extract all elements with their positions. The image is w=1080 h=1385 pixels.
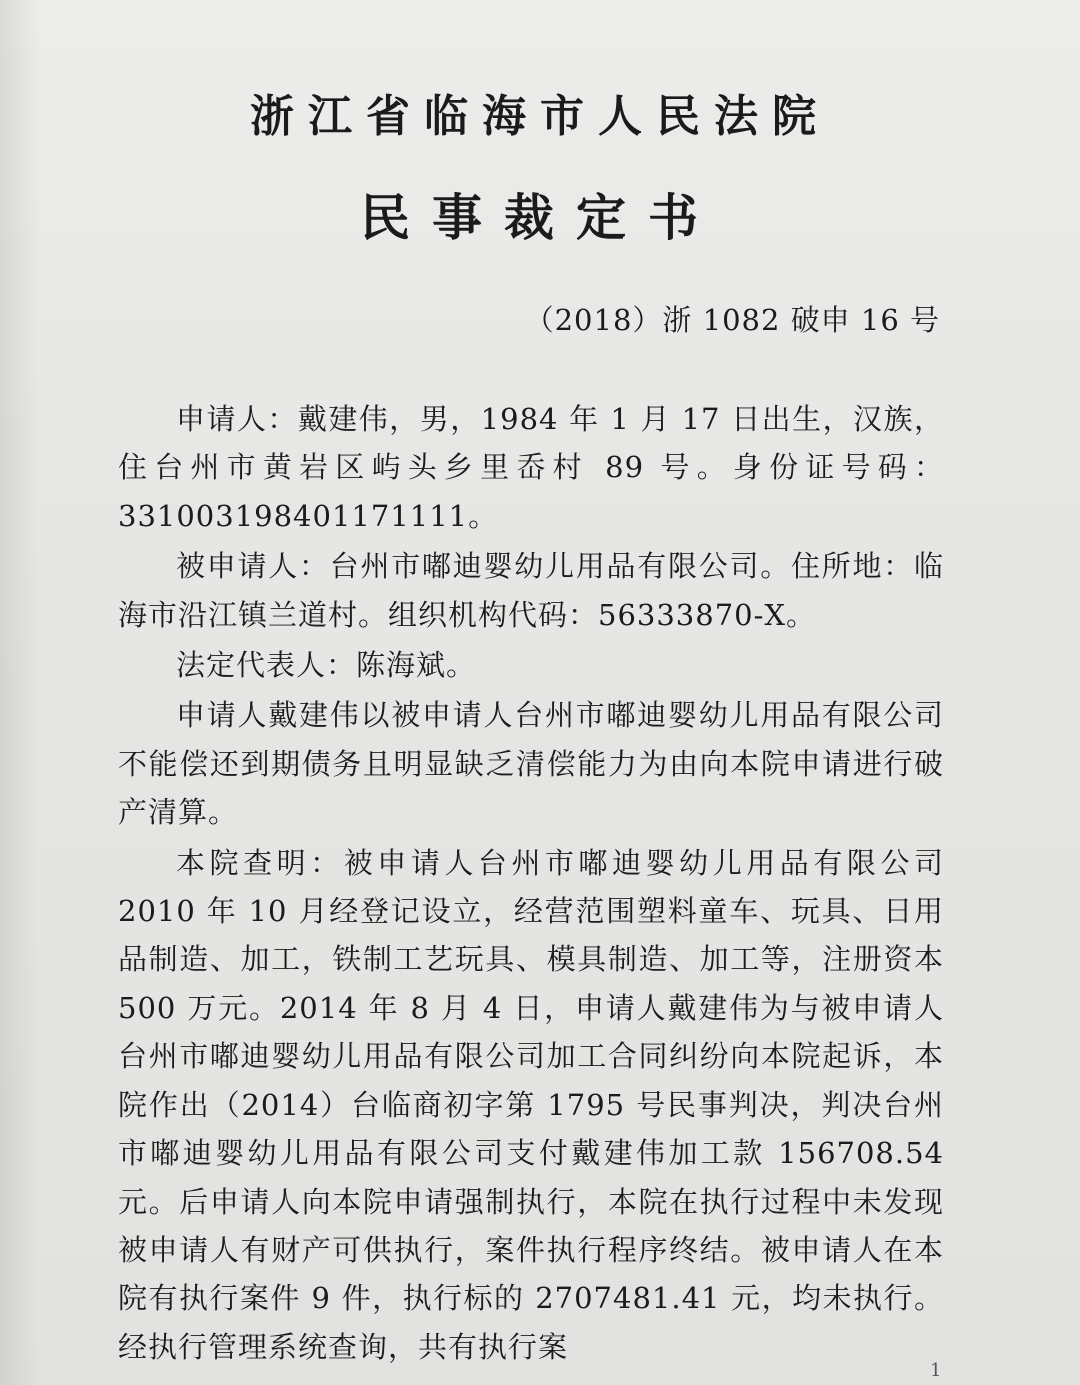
court-name: 浙江省临海市人民法院	[250, 91, 830, 142]
paragraph-findings: 本院查明：被申请人台州市嘟迪婴幼儿用品有限公司 2010 年 10 月经登记设立，经营范围塑料童车、玩具、日用品制造、加工，铁制工艺玩具、模具制造、加工等，注册资本 500 万元。2014 年 8 月 4 日，申请人戴建伟为与被申请人台州市嘟迪婴幼儿用品有限公司加工合同纠纷向本院起诉，本院作出（2014）台临商初字第 1795 号民事判决，判决台州市嘟迪婴幼儿用品有限公司支付戴建伟加工款 156708.54 元。后申请人向本院申请强制执行，本院在执行过程中未发现被申请人有财产可供执行，案件执行程序终结。被申请人在本院有执行案件 9 件，执行标的 2707481.41 元，均未执行。经执行管理系统查询，共有执行案	[118, 845, 944, 1364]
page-number: 1	[930, 1360, 942, 1381]
case-number: （2018）浙 1082 破申 16 号	[524, 303, 940, 337]
document-title: 民事裁定书	[360, 188, 720, 247]
paragraph-respondent: 被申请人：台州市嘟迪婴幼儿用品有限公司。住所地：临海市沿江镇兰道村。组织机构代码：56333870-X。	[118, 549, 944, 632]
paragraph-legal-representative: 法定代表人：陈海斌。	[176, 648, 477, 683]
paragraph-application: 申请人戴建伟以被申请人台州市嘟迪婴幼儿用品有限公司不能偿还到期债务且明显缺乏清偿能力为由向本院申请进行破产清算。	[118, 698, 944, 830]
paragraph-applicant: 申请人：戴建伟，男，1984 年 1 月 17 日出生，汉族，住台州市黄岩区屿头乡里岙村 89 号。身份证号码：331003198401171111。	[118, 402, 944, 533]
document-body	[118, 395, 944, 1371]
